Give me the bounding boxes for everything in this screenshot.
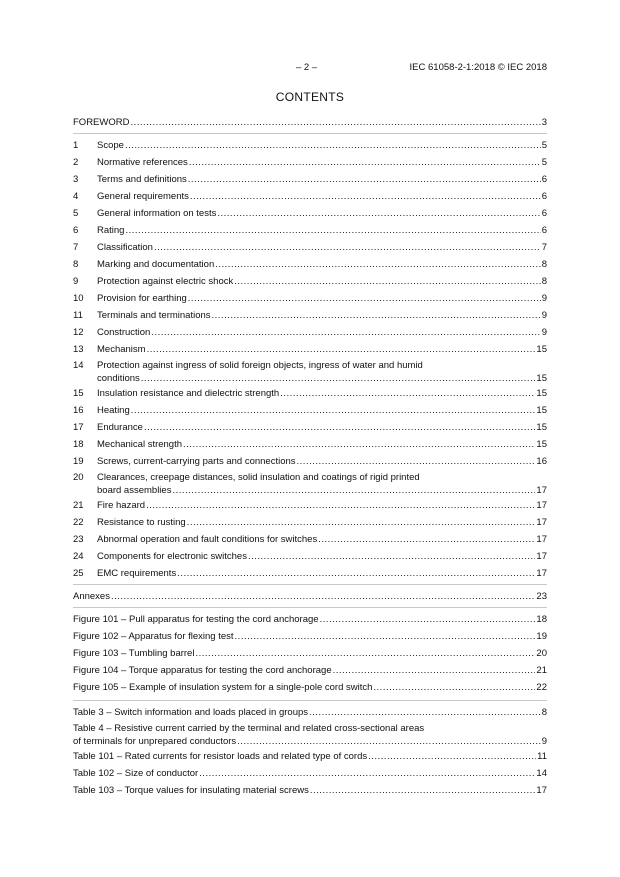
toc-title: Protection against ingress of solid foreign objects, ingress of water and humid <box>97 360 423 371</box>
dot-leader <box>125 222 540 239</box>
toc-entry-clause[interactable] <box>73 307 547 324</box>
toc-title: Classification <box>97 242 153 253</box>
toc-entry-annexes[interactable] <box>73 588 547 605</box>
dot-leader <box>189 154 541 171</box>
toc-entry-figure[interactable] <box>73 662 547 679</box>
toc-page: 15 <box>536 439 547 450</box>
toc-page: 15 <box>536 344 547 355</box>
toc-tables <box>73 704 547 799</box>
toc-title: Table 3 – Switch information and loads placed in groups <box>73 707 309 718</box>
toc-number: 24 <box>73 551 84 562</box>
toc-page: 15 <box>536 373 547 384</box>
toc-title: Fire hazard <box>97 500 146 511</box>
toc-page: 6 <box>541 208 547 219</box>
toc-entry-foreword[interactable] <box>73 114 547 131</box>
table-of-contents <box>73 114 547 799</box>
toc-title: General requirements <box>97 191 189 202</box>
toc-title: Figure 101 – Pull apparatus for testing the cord anchorage <box>73 614 319 625</box>
toc-page: 14 <box>536 768 547 779</box>
dot-leader <box>309 704 541 721</box>
toc-page: 6 <box>541 174 547 185</box>
toc-entry-clause[interactable] <box>73 514 547 531</box>
toc-title: FOREWORD <box>73 117 130 128</box>
dot-leader <box>318 531 535 548</box>
toc-number: 1 <box>73 140 79 151</box>
dot-leader <box>215 256 540 273</box>
toc-entry-figure[interactable] <box>73 645 547 662</box>
page-title: CONTENTS <box>275 90 345 104</box>
toc-title: EMC requirements <box>97 568 177 579</box>
dot-leader <box>147 341 536 358</box>
dot-leader <box>235 628 536 645</box>
dot-leader <box>280 385 535 402</box>
toc-page: 8 <box>541 276 547 287</box>
toc-title: Normative references <box>97 157 188 168</box>
toc-title: Screws, current-carrying parts and connections <box>97 456 296 467</box>
toc-entry-clause[interactable] <box>73 453 547 470</box>
toc-title: Table 102 – Size of conductor <box>73 768 199 779</box>
toc-number: 6 <box>73 225 79 236</box>
toc-entry-clause[interactable] <box>73 497 547 514</box>
toc-page: 18 <box>536 614 547 625</box>
toc-number: 20 <box>73 472 84 483</box>
toc-number: 14 <box>73 360 84 371</box>
toc-entry-table[interactable] <box>73 704 547 721</box>
toc-number: 21 <box>73 500 84 511</box>
toc-number: 3 <box>73 174 79 185</box>
toc-page: 17 <box>536 551 547 562</box>
toc-title: Construction <box>97 327 151 338</box>
toc-title: Protection against electric shock <box>97 276 234 287</box>
toc-entry-clause[interactable] <box>73 154 547 171</box>
toc-page: 6 <box>541 225 547 236</box>
toc-title: Mechanical strength <box>97 439 183 450</box>
toc-number: 25 <box>73 568 84 579</box>
toc-title: Scope <box>97 140 124 151</box>
toc-number: 5 <box>73 208 79 219</box>
toc-number: 4 <box>73 191 79 202</box>
toc-title: Clearances, creepage distances, solid insulation and coatings of rigid printed <box>97 472 420 483</box>
toc-title: Terminals and terminations <box>97 310 211 321</box>
toc-page: 3 <box>541 117 547 128</box>
toc-clauses <box>73 137 547 582</box>
toc-title: Components for electronic switches <box>97 551 247 562</box>
dot-leader <box>333 662 536 679</box>
toc-number: 16 <box>73 405 84 416</box>
toc-title: Mechanism <box>97 344 146 355</box>
dot-leader <box>373 679 535 696</box>
toc-title: Abnormal operation and fault conditions for switches <box>97 534 318 545</box>
toc-entry-clause[interactable] <box>73 256 547 273</box>
divider <box>73 133 547 134</box>
toc-title: Figure 104 – Torque apparatus for testing the cord anchorage <box>73 665 332 676</box>
toc-page: 17 <box>536 568 547 579</box>
dot-leader <box>248 548 535 565</box>
dot-leader <box>188 171 541 188</box>
toc-entry-clause[interactable] <box>73 205 547 222</box>
dot-leader <box>111 588 535 605</box>
toc-page: 5 <box>541 157 547 168</box>
toc-page: 19 <box>536 631 547 642</box>
dot-leader <box>172 484 535 497</box>
dot-leader <box>188 290 541 307</box>
toc-entry-clause[interactable] <box>73 419 547 436</box>
toc-entry-clause[interactable] <box>73 360 547 385</box>
toc-entry-clause[interactable] <box>73 239 547 256</box>
toc-entry-clause[interactable] <box>73 171 547 188</box>
toc-page: 8 <box>541 259 547 270</box>
dot-leader <box>146 497 535 514</box>
toc-entry-clause[interactable] <box>73 548 547 565</box>
toc-entry-clause[interactable] <box>73 531 547 548</box>
toc-page: 22 <box>536 682 547 693</box>
toc-title-continued: board assemblies <box>97 485 172 496</box>
toc-entry-clause[interactable] <box>73 565 547 582</box>
toc-figures <box>73 611 547 696</box>
toc-number: 17 <box>73 422 84 433</box>
dot-leader <box>310 782 536 799</box>
dot-leader <box>212 307 541 324</box>
dot-leader <box>187 514 536 531</box>
dot-leader <box>320 611 536 628</box>
dot-leader <box>199 765 535 782</box>
toc-number: 22 <box>73 517 84 528</box>
toc-entry-clause[interactable] <box>73 385 547 402</box>
toc-entry-clause[interactable] <box>73 290 547 307</box>
toc-page: 11 <box>537 751 547 762</box>
toc-title: Terms and definitions <box>97 174 187 185</box>
page-number: – 2 – <box>296 62 318 73</box>
dot-leader <box>131 402 536 419</box>
toc-title: Annexes <box>73 591 110 602</box>
toc-page: 7 <box>541 242 547 253</box>
toc-page: 9 <box>541 293 547 304</box>
toc-page: 8 <box>541 707 547 718</box>
toc-entry-clause[interactable] <box>73 222 547 239</box>
toc-number: 15 <box>73 388 84 399</box>
toc-entry-table[interactable] <box>73 765 547 782</box>
dot-leader <box>217 205 540 222</box>
page-header <box>0 62 620 76</box>
dot-leader <box>177 565 535 582</box>
toc-number: 12 <box>73 327 84 338</box>
toc-entry-figure[interactable] <box>73 628 547 645</box>
toc-number: 7 <box>73 242 79 253</box>
toc-number: 11 <box>73 310 83 321</box>
toc-page: 23 <box>536 591 547 602</box>
toc-page: 17 <box>536 534 547 545</box>
dot-leader <box>183 436 535 453</box>
toc-page: 15 <box>536 422 547 433</box>
toc-title: Rating <box>97 225 125 236</box>
dot-leader <box>368 748 536 765</box>
toc-title: Figure 103 – Tumbling barrel <box>73 648 195 659</box>
toc-page: 6 <box>541 191 547 202</box>
toc-title: Figure 105 – Example of insulation system for a single-pole cord switch <box>73 682 373 693</box>
toc-entry-table[interactable] <box>73 782 547 799</box>
toc-entry-clause[interactable] <box>73 324 547 341</box>
toc-entry-clause[interactable] <box>73 188 547 205</box>
toc-entry-clause[interactable] <box>73 273 547 290</box>
toc-page: 16 <box>536 456 547 467</box>
toc-number: 10 <box>73 293 84 304</box>
divider <box>73 584 547 585</box>
toc-page: 20 <box>536 648 547 659</box>
toc-entry-clause[interactable] <box>73 137 547 154</box>
toc-title: Table 103 – Torque values for insulating material screws <box>73 785 309 796</box>
toc-page: 9 <box>541 310 547 321</box>
toc-entry-clause[interactable] <box>73 436 547 453</box>
toc-title: Provision for earthing <box>97 293 187 304</box>
toc-page: 17 <box>536 500 547 511</box>
toc-number: 18 <box>73 439 84 450</box>
toc-title: General information on tests <box>97 208 217 219</box>
dot-leader <box>125 137 541 154</box>
document-id: IEC 61058-2-1:2018 © IEC 2018 <box>409 62 547 73</box>
toc-entry-figure[interactable] <box>73 679 547 696</box>
toc-page: 15 <box>536 405 547 416</box>
toc-page: 5 <box>541 140 547 151</box>
toc-title: Resistance to rusting <box>97 517 186 528</box>
toc-page: 21 <box>536 665 547 676</box>
dot-leader <box>195 645 535 662</box>
toc-title: Insulation resistance and dielectric strength <box>97 388 280 399</box>
toc-title: Endurance <box>97 422 143 433</box>
dot-leader <box>141 372 536 385</box>
divider <box>73 700 547 701</box>
dot-leader <box>151 324 540 341</box>
toc-page: 17 <box>536 485 547 496</box>
dot-leader <box>190 188 541 205</box>
toc-entry-table[interactable] <box>73 723 547 748</box>
toc-page: 17 <box>536 785 547 796</box>
toc-title: Table 101 – Rated currents for resistor loads and related type of cords <box>73 751 368 762</box>
toc-number: 23 <box>73 534 84 545</box>
toc-number: 2 <box>73 157 79 168</box>
toc-entry-clause[interactable] <box>73 402 547 419</box>
toc-entry-figure[interactable] <box>73 611 547 628</box>
toc-page: 9 <box>541 736 547 747</box>
dot-leader <box>234 273 540 290</box>
toc-entry-table[interactable] <box>73 748 547 765</box>
dot-leader <box>297 453 536 470</box>
dot-leader <box>154 239 541 256</box>
toc-number: 13 <box>73 344 84 355</box>
toc-number: 8 <box>73 259 79 270</box>
toc-title-continued: conditions <box>97 373 140 384</box>
divider <box>73 607 547 608</box>
toc-title-continued: of terminals for unprepared conductors <box>73 736 237 747</box>
dot-leader <box>237 735 541 748</box>
toc-title: Heating <box>97 405 130 416</box>
dot-leader <box>130 114 540 131</box>
toc-number: 9 <box>73 276 79 287</box>
toc-page: 9 <box>541 327 547 338</box>
toc-number: 19 <box>73 456 84 467</box>
toc-page: 17 <box>536 517 547 528</box>
toc-title: Marking and documentation <box>97 259 215 270</box>
toc-title: Table 4 – Resistive current carried by the terminal and related cross-sectional areas <box>73 723 425 734</box>
dot-leader <box>144 419 535 436</box>
toc-entry-clause[interactable] <box>73 341 547 358</box>
toc-page: 15 <box>536 388 547 399</box>
toc-entry-clause[interactable] <box>73 472 547 497</box>
toc-title: Figure 102 – Apparatus for flexing test <box>73 631 234 642</box>
